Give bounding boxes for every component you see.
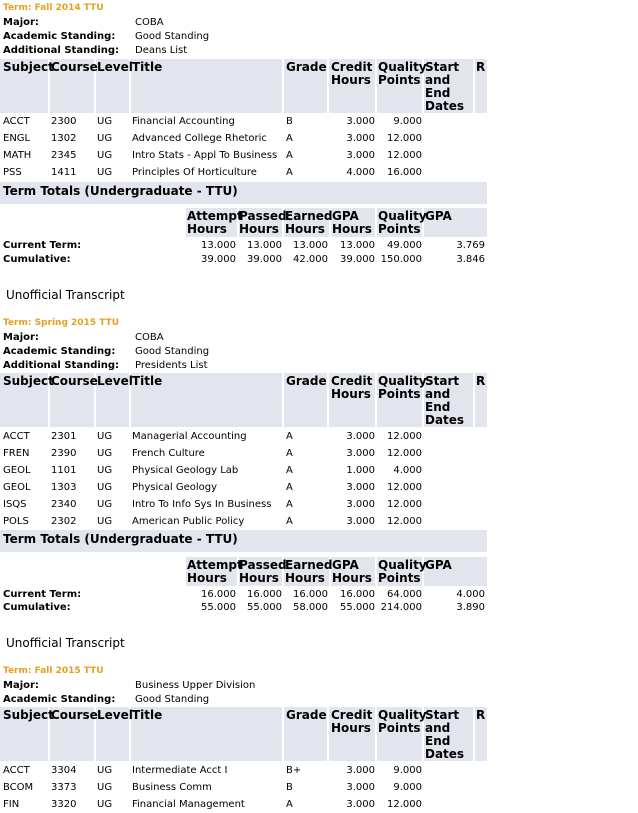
current-passed: 16.000 <box>247 589 282 600</box>
cumulative-attempt: 39.000 <box>201 254 236 265</box>
course-quality: 12.000 <box>387 499 422 510</box>
totals-header-earned <box>285 210 332 236</box>
header-end: End <box>425 86 451 100</box>
header-subject: Subject <box>3 374 54 388</box>
header-and: and <box>425 387 451 401</box>
major-value: COBA <box>135 17 164 28</box>
totals-header-passed-label: Passed <box>239 209 287 223</box>
term-totals-bar <box>0 182 487 204</box>
header-start-end-dates <box>425 61 464 113</box>
course-subject: ACCT <box>3 765 30 776</box>
course-number: 1303 <box>51 482 77 493</box>
course-grade: A <box>286 133 293 144</box>
current-passed: 13.000 <box>247 240 282 251</box>
course-grade: B <box>286 782 293 793</box>
course-level: UG <box>97 116 113 127</box>
totals-header-hours: Hours <box>285 222 325 236</box>
totals-header-earned-label: Earned <box>285 558 333 572</box>
totals-header-earned-label: Earned <box>285 209 333 223</box>
header-start: Start <box>425 708 460 722</box>
header-title: Title <box>132 374 163 388</box>
major-label: Major: <box>3 332 39 343</box>
course-title: Managerial Accounting <box>132 431 247 442</box>
course-quality: 12.000 <box>387 516 422 527</box>
course-grade: A <box>286 150 293 161</box>
cumulative-gpa: 3.890 <box>456 602 485 613</box>
course-credit: 3.000 <box>346 482 375 493</box>
course-subject: POLS <box>3 516 29 527</box>
header-quality-points <box>378 375 427 401</box>
term-totals-title: Term Totals (Undergraduate - TTU) <box>3 532 238 546</box>
totals-header-attempt-label: Attempt <box>187 209 243 223</box>
cumulative-passed: 39.000 <box>247 254 282 265</box>
header-credit-hours <box>331 709 372 735</box>
header-start: Start <box>425 60 460 74</box>
term-title: Term: Fall 2014 TTU <box>3 3 104 13</box>
totals-header <box>186 557 487 586</box>
header-level: Level <box>97 708 133 722</box>
header-end: End <box>425 400 451 414</box>
major-value: Business Upper Division <box>135 680 256 691</box>
totals-header-gpa-hours <box>332 559 372 585</box>
header-course: Course <box>51 374 98 388</box>
course-number: 1101 <box>51 465 77 476</box>
course-title: Advanced College Rhetoric <box>132 133 267 144</box>
cumulative-label: Cumulative: <box>3 602 71 613</box>
current-gpa: 3.769 <box>456 240 485 251</box>
totals-header-quality-label: Quality <box>378 209 427 223</box>
header-course: Course <box>51 60 98 74</box>
totals-header-gpa-label: GPA <box>332 209 359 223</box>
course-grade: A <box>286 499 293 510</box>
cumulative-passed: 55.000 <box>247 602 282 613</box>
course-title: Business Comm <box>132 782 212 793</box>
course-quality: 12.000 <box>387 482 422 493</box>
course-credit: 3.000 <box>346 782 375 793</box>
course-credit: 3.000 <box>346 448 375 459</box>
totals-header-hours: Hours <box>332 222 372 236</box>
course-subject: ENGL <box>3 133 31 144</box>
course-quality: 12.000 <box>387 799 422 810</box>
course-grade: A <box>286 799 293 810</box>
header-title: Title <box>132 60 163 74</box>
totals-header-attempt-label: Attempt <box>187 558 243 572</box>
course-level: UG <box>97 167 113 178</box>
course-grade: A <box>286 482 293 493</box>
cumulative-label: Cumulative: <box>3 254 71 265</box>
course-title: Financial Accounting <box>132 116 235 127</box>
major-label: Major: <box>3 17 39 28</box>
course-title: Financial Management <box>132 799 245 810</box>
course-level: UG <box>97 799 113 810</box>
course-subject: ACCT <box>3 116 30 127</box>
major-value: COBA <box>135 332 164 343</box>
course-table-header <box>0 59 487 113</box>
totals-header-gpa-hours <box>332 210 372 236</box>
course-number: 2390 <box>51 448 77 459</box>
current-term-label: Current Term: <box>3 240 82 251</box>
header-dates: Dates <box>425 99 465 113</box>
totals-header-hours: Hours <box>187 571 227 585</box>
totals-header-hours: Hours <box>239 571 279 585</box>
totals-header-gpa: GPA <box>425 209 452 223</box>
course-number: 2301 <box>51 431 77 442</box>
term-totals-bar <box>0 530 487 552</box>
course-credit: 3.000 <box>346 499 375 510</box>
current-gpa: 4.000 <box>456 589 485 600</box>
header-r: R <box>476 60 486 74</box>
course-level: UG <box>97 516 113 527</box>
header-dates: Dates <box>425 747 465 761</box>
header-grade: Grade <box>286 708 327 722</box>
cumulative-earned: 58.000 <box>293 602 328 613</box>
course-subject: MATH <box>3 150 32 161</box>
course-grade: A <box>286 465 293 476</box>
course-title: Principles Of Horticulture <box>132 167 257 178</box>
totals-header-hours: Hours <box>285 571 325 585</box>
course-quality: 12.000 <box>387 150 422 161</box>
header-hours: Hours <box>331 387 371 401</box>
header-credit: Credit <box>331 374 373 388</box>
current-quality: 49.000 <box>387 240 422 251</box>
totals-header-passed <box>239 559 287 585</box>
course-grade: B+ <box>286 765 302 776</box>
course-quality: 9.000 <box>393 116 422 127</box>
course-number: 3304 <box>51 765 77 776</box>
standing-label: Academic Standing: <box>3 31 116 42</box>
totals-header-attempt <box>187 559 243 585</box>
totals-header-hours: Hours <box>332 571 372 585</box>
course-grade: B <box>286 116 293 127</box>
course-number: 2300 <box>51 116 77 127</box>
header-quality: Quality <box>378 374 427 388</box>
course-table-header <box>0 707 487 761</box>
course-credit: 3.000 <box>346 431 375 442</box>
course-subject: PSS <box>3 167 22 178</box>
current-gpa-hours: 13.000 <box>340 240 375 251</box>
header-subject: Subject <box>3 60 54 74</box>
totals-header-quality <box>378 559 427 585</box>
standing-value: Good Standing <box>135 346 210 357</box>
cumulative-quality: 150.000 <box>380 254 422 265</box>
totals-header-hours: Hours <box>239 222 279 236</box>
additional-standing-value: Presidents List <box>135 360 208 371</box>
header-title: Title <box>132 708 163 722</box>
totals-header-quality <box>378 210 427 236</box>
cumulative-earned: 42.000 <box>293 254 328 265</box>
course-quality: 12.000 <box>387 133 422 144</box>
course-table-header <box>0 373 487 427</box>
course-grade: A <box>286 431 293 442</box>
header-level: Level <box>97 374 133 388</box>
course-title: Intermediate Acct I <box>132 765 228 776</box>
standing-label: Academic Standing: <box>3 346 116 357</box>
header-hours: Hours <box>331 721 371 735</box>
header-grade: Grade <box>286 374 327 388</box>
header-points: Points <box>378 73 421 87</box>
totals-header <box>186 208 487 237</box>
totals-header-points: Points <box>378 222 421 236</box>
course-level: UG <box>97 499 113 510</box>
course-credit: 3.000 <box>346 765 375 776</box>
totals-header-passed <box>239 210 287 236</box>
course-grade: A <box>286 167 293 178</box>
header-and: and <box>425 73 451 87</box>
course-title: Physical Geology Lab <box>132 465 239 476</box>
current-term-label: Current Term: <box>3 589 82 600</box>
course-level: UG <box>97 150 113 161</box>
course-subject: GEOL <box>3 465 31 476</box>
term-title: Term: Spring 2015 TTU <box>3 318 120 328</box>
header-level: Level <box>97 60 133 74</box>
course-quality: 12.000 <box>387 448 422 459</box>
header-and: and <box>425 721 451 735</box>
course-title: Intro Stats - Appl To Business <box>132 150 278 161</box>
course-quality: 4.000 <box>393 465 422 476</box>
course-level: UG <box>97 431 113 442</box>
cumulative-attempt: 55.000 <box>201 602 236 613</box>
course-subject: BCOM <box>3 782 34 793</box>
course-title: French Culture <box>132 448 205 459</box>
course-title: Intro To Info Sys In Business <box>132 499 272 510</box>
cumulative-gpa: 3.846 <box>456 254 485 265</box>
course-quality: 16.000 <box>387 167 422 178</box>
course-title: Physical Geology <box>132 482 218 493</box>
course-title: American Public Policy <box>132 516 245 527</box>
header-grade: Grade <box>286 60 327 74</box>
header-quality-points <box>378 61 427 87</box>
header-credit: Credit <box>331 60 373 74</box>
course-number: 2340 <box>51 499 77 510</box>
cumulative-gpa-hours: 55.000 <box>340 602 375 613</box>
course-credit: 3.000 <box>346 133 375 144</box>
course-grade: A <box>286 448 293 459</box>
course-level: UG <box>97 782 113 793</box>
course-subject: FIN <box>3 799 20 810</box>
cumulative-quality: 214.000 <box>380 602 422 613</box>
course-level: UG <box>97 465 113 476</box>
totals-header-quality-label: Quality <box>378 558 427 572</box>
current-attempt: 16.000 <box>201 589 236 600</box>
course-credit: 3.000 <box>346 516 375 527</box>
course-grade: A <box>286 516 293 527</box>
totals-header-attempt <box>187 210 243 236</box>
header-subject: Subject <box>3 708 54 722</box>
course-number: 1302 <box>51 133 77 144</box>
course-quality: 9.000 <box>393 782 422 793</box>
header-points: Points <box>378 387 421 401</box>
course-credit: 3.000 <box>346 799 375 810</box>
course-number: 2345 <box>51 150 77 161</box>
standing-label: Academic Standing: <box>3 694 116 705</box>
course-credit: 3.000 <box>346 116 375 127</box>
course-level: UG <box>97 482 113 493</box>
course-number: 3373 <box>51 782 77 793</box>
term-totals-title: Term Totals (Undergraduate - TTU) <box>3 184 238 198</box>
totals-header-passed-label: Passed <box>239 558 287 572</box>
totals-header-points: Points <box>378 571 421 585</box>
header-credit-hours <box>331 375 372 401</box>
course-subject: ISQS <box>3 499 27 510</box>
current-quality: 64.000 <box>387 589 422 600</box>
header-start: Start <box>425 374 460 388</box>
totals-header-gpa-label: GPA <box>332 558 359 572</box>
course-credit: 4.000 <box>346 167 375 178</box>
standing-value: Good Standing <box>135 694 210 705</box>
current-earned: 13.000 <box>293 240 328 251</box>
course-credit: 3.000 <box>346 150 375 161</box>
totals-header-hours: Hours <box>187 222 227 236</box>
course-quality: 9.000 <box>393 765 422 776</box>
unofficial-transcript-heading: Unofficial Transcript <box>6 636 125 650</box>
additional-standing-value: Deans List <box>135 45 188 56</box>
course-level: UG <box>97 448 113 459</box>
header-quality: Quality <box>378 60 427 74</box>
totals-header-gpa: GPA <box>425 558 452 572</box>
course-subject: GEOL <box>3 482 31 493</box>
current-attempt: 13.000 <box>201 240 236 251</box>
course-level: UG <box>97 133 113 144</box>
header-credit: Credit <box>331 708 373 722</box>
major-label: Major: <box>3 680 39 691</box>
header-r: R <box>476 708 486 722</box>
header-start-end-dates <box>425 375 464 427</box>
header-points: Points <box>378 721 421 735</box>
course-number: 3320 <box>51 799 77 810</box>
header-start-end-dates <box>425 709 464 761</box>
header-quality: Quality <box>378 708 427 722</box>
header-credit-hours <box>331 61 372 87</box>
header-quality-points <box>378 709 427 735</box>
header-r: R <box>476 374 486 388</box>
totals-header-earned <box>285 559 332 585</box>
additional-standing-label: Additional Standing: <box>3 360 120 371</box>
unofficial-transcript-heading: Unofficial Transcript <box>6 288 125 302</box>
header-end: End <box>425 734 451 748</box>
course-level: UG <box>97 765 113 776</box>
course-number: 1411 <box>51 167 77 178</box>
standing-value: Good Standing <box>135 31 210 42</box>
course-subject: FREN <box>3 448 30 459</box>
current-earned: 16.000 <box>293 589 328 600</box>
course-credit: 1.000 <box>346 465 375 476</box>
course-subject: ACCT <box>3 431 30 442</box>
course-quality: 12.000 <box>387 431 422 442</box>
current-gpa-hours: 16.000 <box>340 589 375 600</box>
cumulative-gpa-hours: 39.000 <box>340 254 375 265</box>
header-course: Course <box>51 708 98 722</box>
term-title: Term: Fall 2015 TTU <box>3 666 104 676</box>
additional-standing-label: Additional Standing: <box>3 45 120 56</box>
course-number: 2302 <box>51 516 77 527</box>
header-dates: Dates <box>425 413 465 427</box>
header-hours: Hours <box>331 73 371 87</box>
